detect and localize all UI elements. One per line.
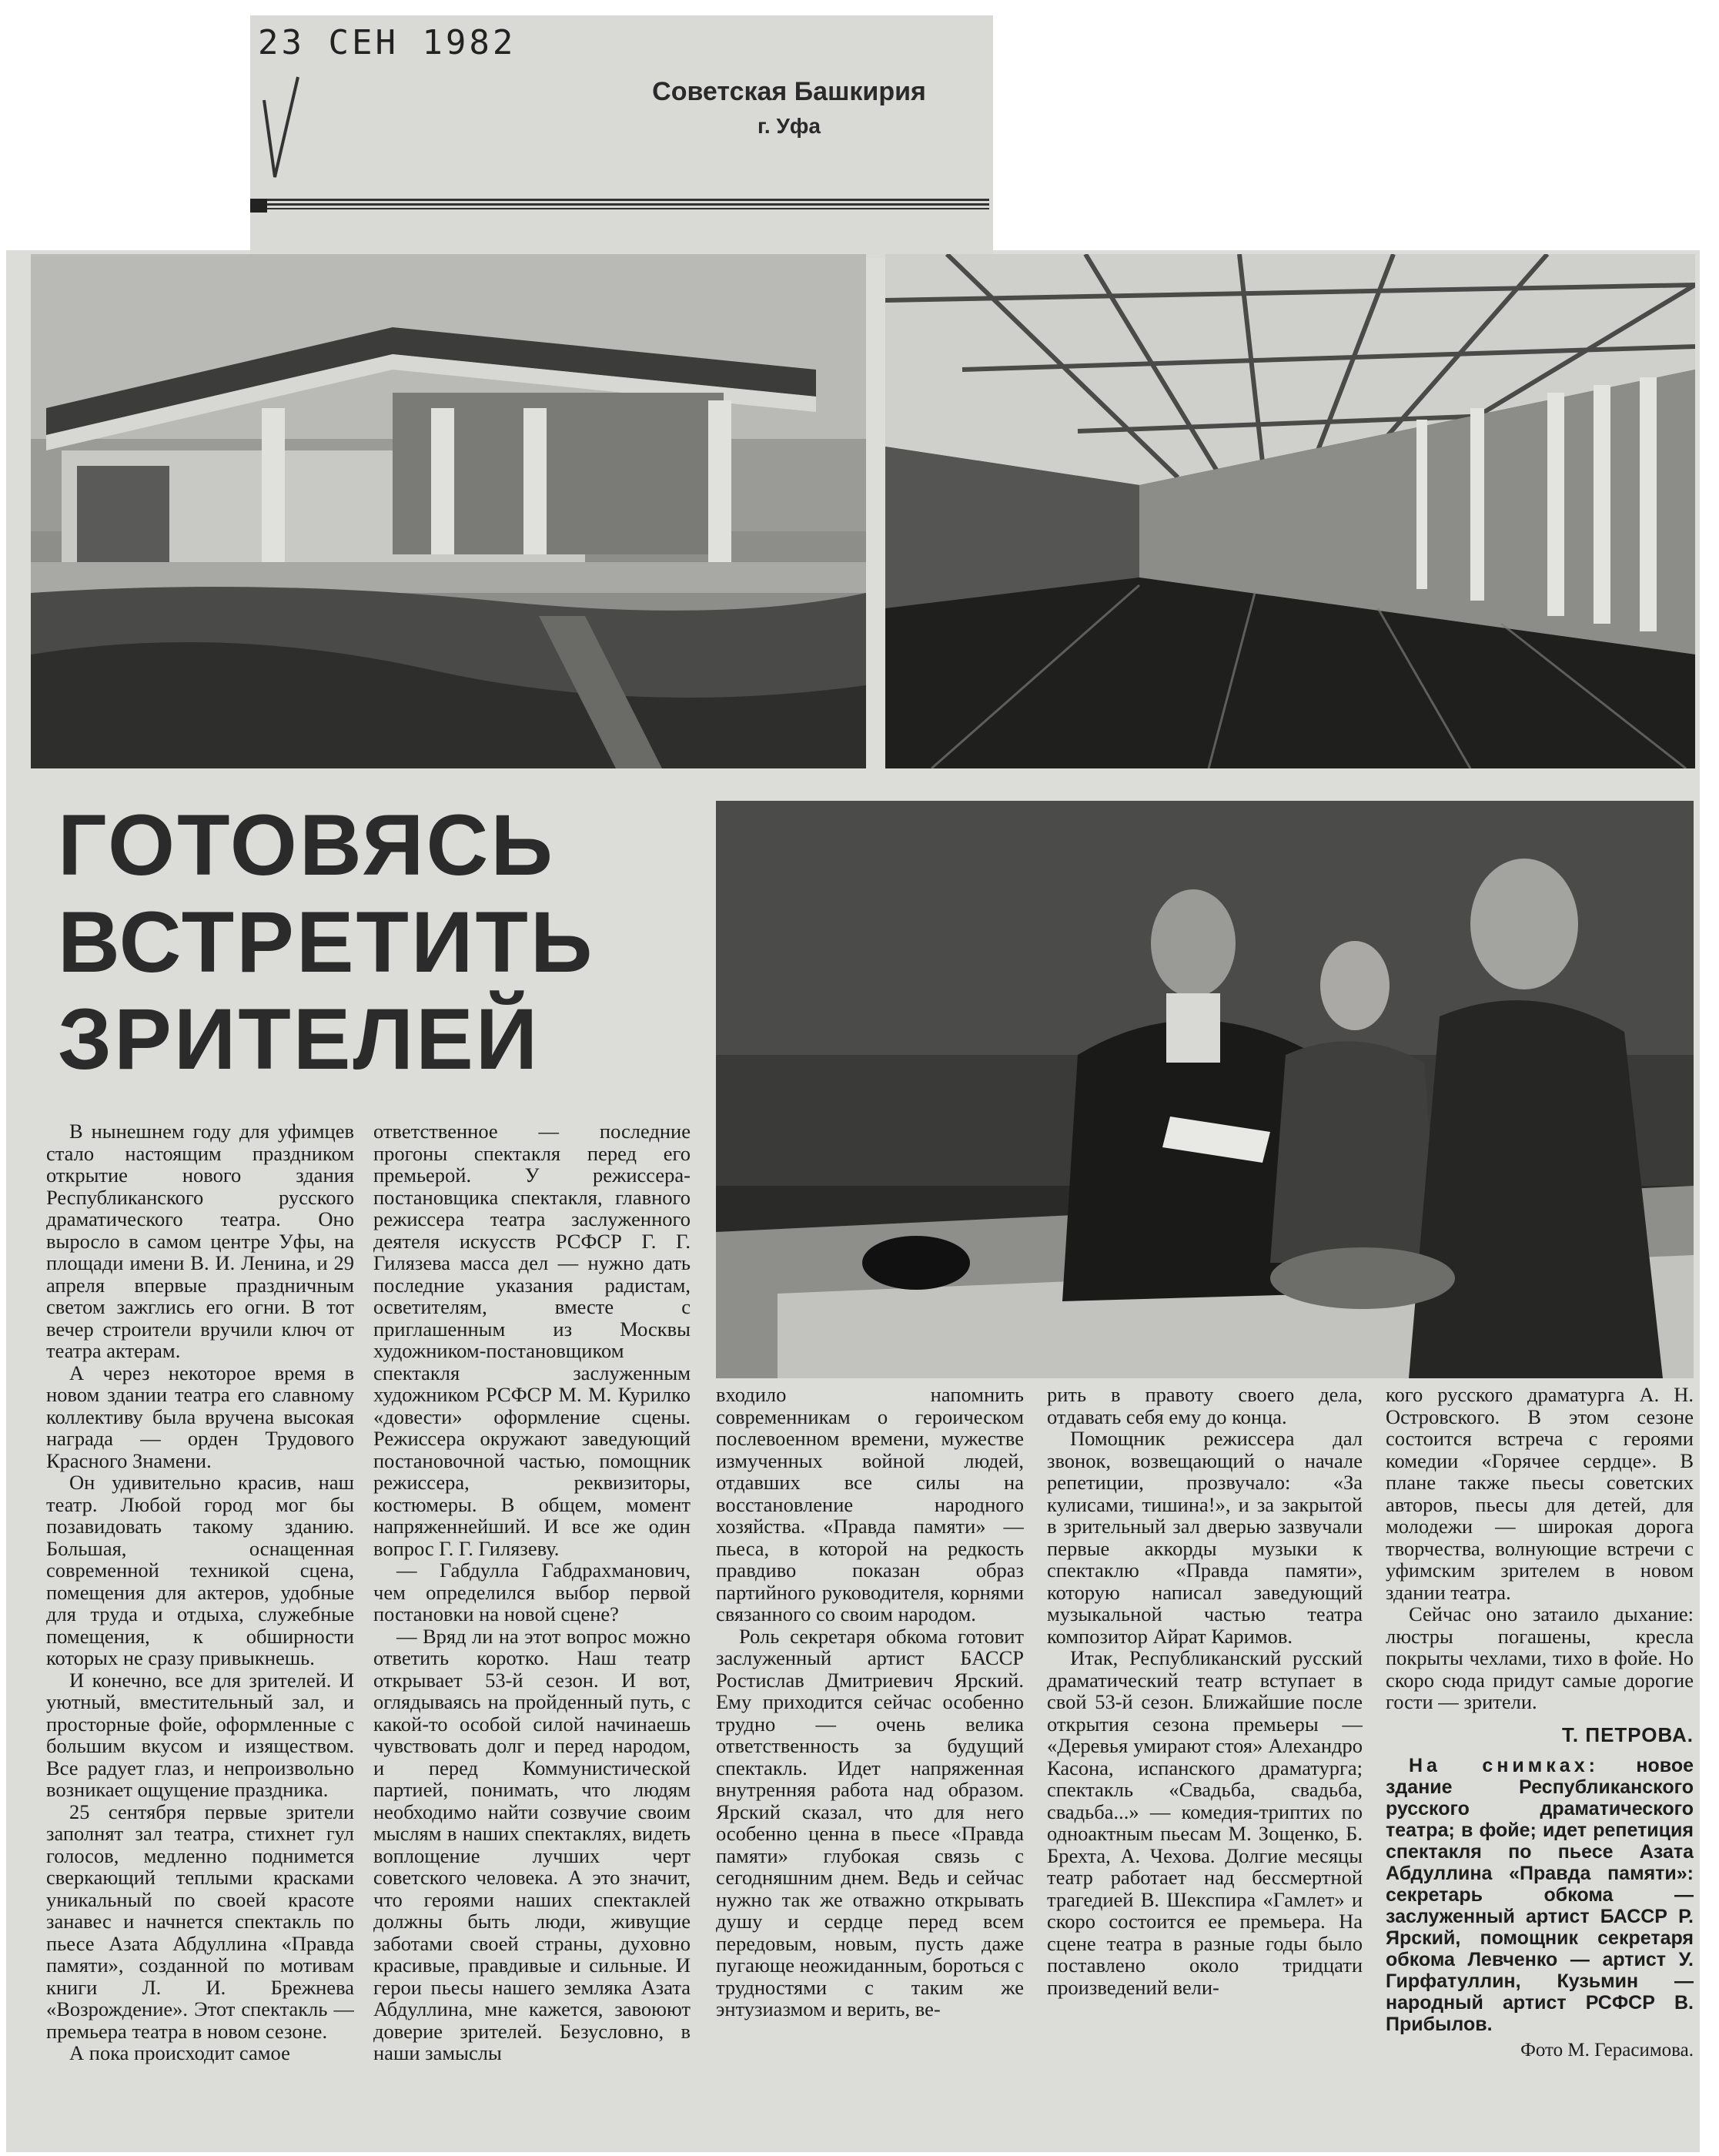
paragraph: рить в правоту своего дела, отдавать себя ему до конца. xyxy=(1047,1384,1363,1428)
photo-caption xyxy=(1386,1755,1694,2035)
photo-credit: Фото М. Герасимова. xyxy=(1520,2040,1694,2061)
paragraph: И конечно, все для зрителей. И уютный, вместительный зал, и просторные фойе, оформленные с большим вкусом и изяществом. Все радует глаз, и непроизвольно возникает ощущение праздника. xyxy=(46,1668,354,1801)
caption-lead: На снимках: xyxy=(1409,1755,1599,1776)
theatre-building-photo xyxy=(31,254,866,768)
article-column-2 xyxy=(373,1120,691,2152)
headline-line-3: ЗРИТЕЛЕЙ xyxy=(58,991,540,1087)
newspaper-name: Советская Башкирия xyxy=(652,77,926,106)
paragraph: А через некоторое время в новом здании театра его славному коллективу была вручена высокая награда — орден Трудового Красного Знамени. xyxy=(46,1361,354,1472)
paragraph: Помощник режиссера дал звонок, возвещающий о начале репетиции, прозвучало: «За кулисами, тишина!», и за закрытой в зрительный зал дверью зазвучали первые аккорды музыки к спектаклю «Правда памяти», которую написал заведующий музыкальной частью театра композитор Айрат Каримов. xyxy=(1047,1427,1363,1648)
author-signature: Т. ПЕТРОВА. xyxy=(1561,1722,1694,1746)
paragraph: Итак, Республиканский русский драматический театр вступает в свой 53-й сезон. Ближайшие после открытия сезона премьеры — «Деревья умирают стоя» Алехандро Касона, испанского драматурга; спектакль «Свадьба, свадьба, свадьба...» — комедия-триптих по одноактным пьесам М. Зощенко, Б. Брехта, А. Чехова. Долгие месяцы театр работает над бессмертной трагедией В. Шекспира «Гамлет» и скоро состоится ее премьера. На сцене театра в разные годы было поставлено около тридцати произведений вели- xyxy=(1047,1646,1363,1999)
date-stamp: 23 СЕН 1982 xyxy=(258,23,517,62)
paragraph: Роль секретаря обкома готовит заслуженный артист БАССР Ростислав Дмитриевич Ярский. Ему приходится сейчас особенно трудно — очень велика ответственность за будущий спектакль. Идет напряженная внутренняя работа над образом. Ярский сказал, что для него особенно ценна в пьесе «Правда памяти» глубокая связь с сегодняшним днем. Ведь и сейчас нужно так же отважно открывать душу и сердце перед всем передовым, новым, пусть даже пугающе неожиданным, бороться с трудностями с таким же энтузиазмом и верить, ве- xyxy=(716,1624,1024,2020)
paragraph: В нынешнем году для уфимцев стало настоящим праздником открытие нового здания Республиканского русского драматического театра. Оно выросло в самом центре Уфы, на площади имени В. И. Ленина, и 29 апреля впервые праздничным светом зажглись его огни. В тот вечер строители вручили ключ от театра актерам. xyxy=(46,1120,354,1362)
paragraph: Сейчас оно затаило дыхание: люстры погашены, кресла покрыты чехлами, тихо в фойе. Но скоро сюда придут самые дорогие гости — зрители. xyxy=(1386,1602,1694,1713)
article-column-3 xyxy=(716,1384,1024,2152)
article-column-1 xyxy=(46,1120,354,2152)
stamp-rule xyxy=(250,199,989,209)
paragraph: входило напомнить современникам о героическом послевоенном времени, мужестве измученных войной людей, отдавших все силы на восстановление народного хозяйства. «Правда памяти» — пьеса, в которой на редкость правдиво показан образ партийного руководителя, корнями связанного со своим народом. xyxy=(716,1384,1024,1625)
theatre-foyer-photo xyxy=(885,254,1695,768)
paragraph: — Вряд ли на этот вопрос можно ответить коротко. Наш театр открывает 53-й сезон. И вот, оглядываясь на пройденный путь, с какой-то особой силой начинаешь чувствовать долг и перед народом, и перед Коммунистической партией, понимать, что людям необходимо найти созвучие своим мыслям в наших спектаклях, видеть воплощение лучших черт советского человека. А это значит, что героями наших спектаклей должны быть люди, живущие заботами своей страны, духовно красивые, правдивые и сильные. И герои пьесы нашего земляка Азата Абдуллина, мне кажется, завоюют доверие зрителей. Безусловно, в наши замыслы xyxy=(373,1624,691,2064)
paragraph: кого русского драматурга А. Н. Островского. В этом сезоне состоится встреча с героями комедии «Горячее сердце». В плане также пьесы советских авторов, пьесы для детей, для молодежи — широкая дорога творчества, волнующие встречи с уфимским зрителем в новом здании театра. xyxy=(1386,1384,1694,1604)
headline-line-1: ГОТОВЯСЬ xyxy=(58,797,555,893)
stamp-corner-mark xyxy=(250,199,267,213)
paragraph: А пока происходит самое xyxy=(69,2041,290,2064)
caption-text: новое здание Республиканского русского драматического театра; в фойе; идет репетиция спектакля по пьесе Азата Абдуллина «Правда памяти»: секретарь обкома — заслуженный артист БАССР Р. Ярский, помощник секретаря обкома Левченко — артист У. Гирфатуллин, Кузьмин — народный артист РСФСР В. Прибылов. xyxy=(1386,1755,1694,2035)
paragraph: Он удивительно красив, наш театр. Любой город мог бы позавидовать такому зданию. Большая, оснащенная современной техникой сцена, помещения для актеров, удобные для труда и отдыха, служебные помещения, к обширности которых не сразу привыкнешь. xyxy=(46,1471,354,1669)
article-column-4 xyxy=(1047,1384,1363,2152)
paragraph: ответственное — последние прогоны спектакля перед его премьерой. У режиссера-постановщика спектакля, главного режиссера театра заслуженного деятеля искусств РСФСР Г. Г. Гилязева масса дел — нужно дать последние указания радистам, осветителям, вместе с приглашенным из Москвы художником-постановщиком спектакля заслуженным художником РСФСР М. М. Курилко «довести» оформление сцены. Режиссера окружают заведующий постановочной частью, помощник режиссера, реквизиторы, костюмеры. В общем, момент напряженнейший. И все же один вопрос Г. Г. Гилязеву. xyxy=(373,1120,691,1560)
paragraph: — Габдулла Габдрахманович, чем определился выбор первой постановки на новой сцене? xyxy=(373,1558,691,1625)
headline-line-2: ВСТРЕТИТЬ xyxy=(58,894,595,990)
paragraph: 25 сентября первые зрители заполнят зал театра, стихнет гул голосов, медленно поднимется сверкающий теплыми красками уникальный по своей красоте занавес и начнется спектакль по пьесе Азата Абдуллина «Правда памяти», созданной по мотивам книги Л. И. Брежнева «Возрождение». Этот спектакль — премьера театра в новом сезоне. xyxy=(46,1799,354,2043)
check-mark-icon xyxy=(258,69,304,185)
article-column-5 xyxy=(1386,1384,1694,2152)
newspaper-city: г. Уфа xyxy=(757,114,821,138)
headline xyxy=(58,797,704,1088)
rehearsal-photo xyxy=(716,801,1694,1378)
